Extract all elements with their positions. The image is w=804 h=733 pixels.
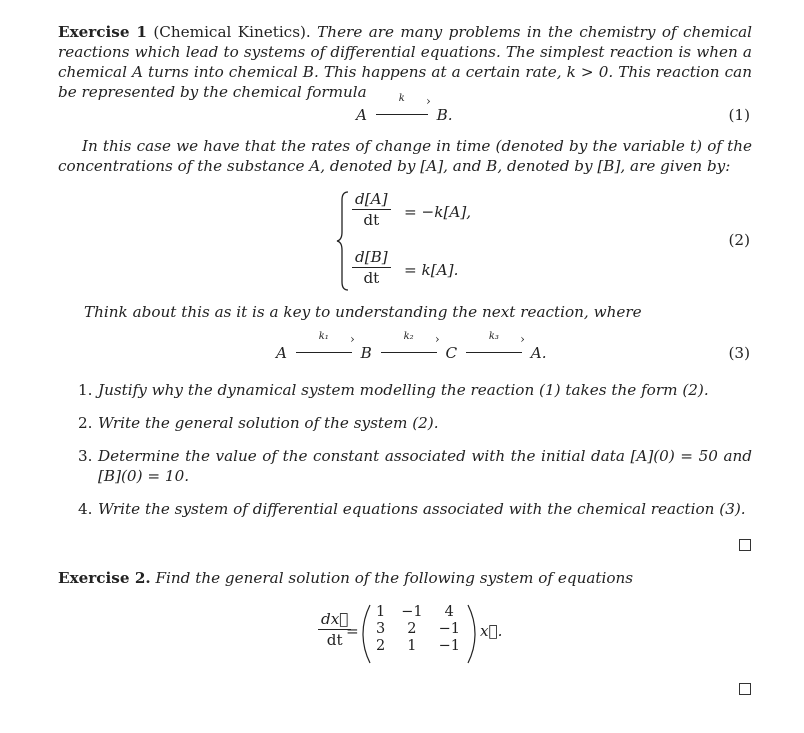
list-item: 2. Write the general solution of the system (2).	[78, 414, 439, 432]
dB-dt-fraction: $\frac{d[B]}{dt}$	[352, 248, 391, 287]
eq1-left: A	[356, 106, 367, 124]
rate-label: k	[398, 93, 405, 104]
exercise2-statement	[58, 569, 633, 587]
eq2-number: (2)	[728, 231, 750, 249]
equation-2	[336, 190, 516, 294]
matrix-cell: 1	[407, 638, 417, 654]
matrix-cell: 2	[376, 638, 386, 654]
eq3-species-a-end: A.	[530, 344, 547, 362]
eq3-species-b: B	[360, 344, 372, 362]
qed-box	[739, 539, 751, 551]
eq1-right: B.	[436, 106, 453, 124]
matrix-cell: −1	[438, 638, 460, 654]
matrix-cell: 4	[444, 604, 454, 620]
vector-x: x⃗.	[480, 622, 503, 640]
eq2-row1-rhs: = −k[A],	[404, 203, 472, 221]
exercise2-text: Find the general solution of the following system of equations	[155, 569, 634, 587]
think-text: Think about this as it is a key to understanding the next reaction, where	[84, 303, 642, 321]
rates-paragraph	[58, 136, 752, 176]
matrix-cell: 1	[376, 604, 386, 620]
matrix-cell: 2	[407, 621, 417, 637]
list-item: 4. Write the system of differential equations associated with the chemical reaction (3).	[78, 500, 746, 518]
rates-text: In this case we have that the rates of change in time (denoted by the variable t) of the concentrations of the substance A, denoted by [A], and B, denoted by [B], are given by:	[58, 137, 752, 175]
equation-1	[356, 93, 453, 124]
equation-3	[276, 331, 547, 362]
list-item: 1. Justify why the dynamical system modelling the reaction (1) takes the form (2).	[78, 381, 709, 399]
dx-dt-fraction: $\frac{dx⃗}{dt}$	[318, 610, 351, 649]
matrix-cell: −1	[401, 604, 423, 620]
exercise2-heading: Exercise 2.	[58, 569, 151, 587]
exercise1-heading: Exercise 1	[58, 23, 147, 41]
equals-sign: =	[346, 622, 359, 640]
dA-dt-fraction: $\frac{d[A]}{dt}$	[352, 190, 391, 229]
eq2-row2-rhs: = k[A].	[404, 261, 459, 279]
reaction-arrow-k2: k₂ ›	[381, 344, 437, 362]
coefficient-matrix	[368, 604, 468, 655]
matrix-cell: 3	[376, 621, 386, 637]
matrix-cell: −1	[438, 621, 460, 637]
eq3-species-a: A	[276, 344, 287, 362]
eq3-number: (3)	[728, 344, 750, 362]
eq3-species-c: C	[445, 344, 458, 362]
exercise1-intro-text: There are many problems in the chemistry of chemical reactions which lead to systems of differential equations. The simplest reaction is when a chemical A turns into chemical B. This happens at a certain rate, k > 0. This reaction can be represented by the chemical formula	[58, 23, 753, 101]
reaction-arrow: k ›	[376, 106, 428, 124]
right-paren	[466, 604, 476, 664]
reaction-arrow-k3: k₃ ›	[466, 344, 522, 362]
reaction-arrow-k1: k₁ ›	[296, 344, 352, 362]
list-item: 3. Determine the value of the constant associated with the initial data [A](0) = 50 and [B](0) = 10.	[78, 447, 752, 485]
exercise1-subtitle: (Chemical Kinetics).	[153, 23, 311, 41]
qed-box	[739, 683, 751, 695]
eq1-number: (1)	[728, 106, 750, 124]
exercise1-intro	[58, 22, 752, 102]
system-brace	[336, 190, 350, 292]
